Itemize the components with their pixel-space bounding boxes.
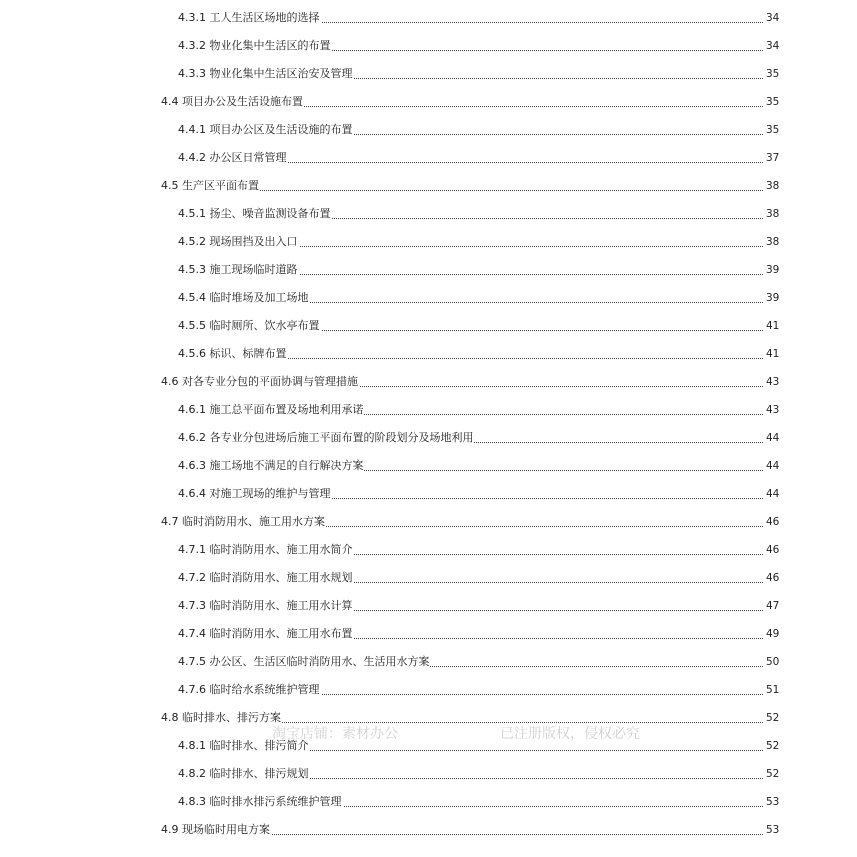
toc-entry[interactable] xyxy=(0,765,857,783)
toc-entry[interactable] xyxy=(0,569,857,587)
toc-entry[interactable] xyxy=(0,121,857,139)
toc-entry[interactable] xyxy=(0,149,857,167)
toc-entry-page: 35 xyxy=(766,68,780,80)
toc-entry-page: 34 xyxy=(766,40,780,52)
toc-entry-title: 4.8.3 临时排水排污系统维护管理 xyxy=(178,793,343,811)
toc-entry-title: 4.3.2 物业化集中生活区的布置 xyxy=(178,37,332,55)
toc-entry[interactable] xyxy=(0,793,857,811)
toc-entry-page: 43 xyxy=(766,404,780,416)
toc-entry-title: 4.5 生产区平面布置 xyxy=(161,177,260,195)
toc-entry[interactable] xyxy=(0,289,857,307)
toc-entry-page: 53 xyxy=(766,824,780,836)
toc-entry-page: 44 xyxy=(766,460,780,472)
toc-entry-title: 4.8.1 临时排水、排污简介 xyxy=(178,737,310,755)
toc-entry-page: 37 xyxy=(766,152,780,164)
toc-entry[interactable] xyxy=(0,653,857,671)
toc-entry-title: 4.7.2 临时消防用水、施工用水规划 xyxy=(178,569,353,587)
toc-entry-title: 4.4.2 办公区日常管理 xyxy=(178,149,288,167)
toc-entry-page: 44 xyxy=(766,488,780,500)
toc-entry[interactable] xyxy=(0,709,857,727)
toc-entry-title: 4.6.2 各专业分包进场后施工平面布置的阶段划分及场地利用 xyxy=(178,429,474,447)
toc-entry-title: 4.5.6 标识、标牌布置 xyxy=(178,345,288,363)
toc-entry-title: 4.3.1 工人生活区场地的选择 xyxy=(178,9,321,27)
toc-entry-page: 50 xyxy=(766,656,780,668)
toc-entry-page: 52 xyxy=(766,768,780,780)
toc-entry-page: 39 xyxy=(766,264,780,276)
toc-entry[interactable] xyxy=(0,625,857,643)
toc-entry-page: 43 xyxy=(766,376,780,388)
toc-entry-title: 4.9 现场临时用电方案 xyxy=(161,821,271,839)
toc-entry-title: 4.5.1 扬尘、噪音监测设备布置 xyxy=(178,205,332,223)
toc-entry-page: 47 xyxy=(766,600,780,612)
toc-entry-page: 41 xyxy=(766,348,780,360)
toc-entry-title: 4.7.6 临时给水系统维护管理 xyxy=(178,681,321,699)
toc-entry-page: 52 xyxy=(766,712,780,724)
toc-entry-title: 4.8.2 临时排水、排污规划 xyxy=(178,765,310,783)
toc-entry[interactable] xyxy=(0,233,857,251)
toc-entry[interactable] xyxy=(0,93,857,111)
toc-entry[interactable] xyxy=(0,261,857,279)
toc-entry-title: 4.7.3 临时消防用水、施工用水计算 xyxy=(178,597,353,615)
toc-entry-title: 4.6.3 施工场地不满足的自行解决方案 xyxy=(178,457,364,475)
toc-entry[interactable] xyxy=(0,345,857,363)
toc-entry-page: 38 xyxy=(766,180,780,192)
toc-entry-title: 4.5.3 施工现场临时道路 xyxy=(178,261,299,279)
watermark-rights: 已注册版权，侵权必究 xyxy=(500,726,640,742)
toc-entry[interactable] xyxy=(0,317,857,335)
toc-entry-title: 4.5.4 临时堆场及加工场地 xyxy=(178,289,310,307)
toc-entry-title: 4.7.5 办公区、生活区临时消防用水、生活用水方案 xyxy=(178,653,430,671)
toc-entry-page: 34 xyxy=(766,12,780,24)
toc-entry[interactable] xyxy=(0,821,857,839)
toc-entry-page: 53 xyxy=(766,796,780,808)
toc-entry[interactable] xyxy=(0,681,857,699)
toc-entry[interactable] xyxy=(0,177,857,195)
toc-entry[interactable] xyxy=(0,485,857,503)
toc-entry-title: 4.4.1 项目办公区及生活设施的布置 xyxy=(178,121,353,139)
toc-entry-page: 51 xyxy=(766,684,780,696)
toc-entry-page: 46 xyxy=(766,544,780,556)
toc-entry-title: 4.6.1 施工总平面布置及场地利用承诺 xyxy=(178,401,364,419)
toc-entry[interactable] xyxy=(0,541,857,559)
toc-entry-page: 46 xyxy=(766,572,780,584)
toc-entry-title: 4.5.5 临时厕所、饮水亭布置 xyxy=(178,317,321,335)
toc-entry[interactable] xyxy=(0,401,857,419)
toc-entry[interactable] xyxy=(0,9,857,27)
toc-entry-page: 39 xyxy=(766,292,780,304)
toc-entry[interactable] xyxy=(0,457,857,475)
watermark-shop: 淘宝店铺：素材办公 xyxy=(272,726,398,742)
toc-entry[interactable] xyxy=(0,205,857,223)
toc-entry-page: 38 xyxy=(766,208,780,220)
toc-entry-title: 4.7.4 临时消防用水、施工用水布置 xyxy=(178,625,353,643)
toc-entry[interactable] xyxy=(0,737,857,755)
toc-entry[interactable] xyxy=(0,373,857,391)
toc-entry-page: 35 xyxy=(766,96,780,108)
toc-entry[interactable] xyxy=(0,429,857,447)
toc-entry-title: 4.3.3 物业化集中生活区治安及管理 xyxy=(178,65,353,83)
toc-entry[interactable] xyxy=(0,65,857,83)
toc-entry-page: 41 xyxy=(766,320,780,332)
toc-entry-title: 4.8 临时排水、排污方案 xyxy=(161,709,282,727)
toc-entry-title: 4.4 项目办公及生活设施布置 xyxy=(161,93,304,111)
toc-entry[interactable] xyxy=(0,513,857,531)
toc-entry[interactable] xyxy=(0,37,857,55)
toc-entry[interactable] xyxy=(0,597,857,615)
toc-entry-page: 38 xyxy=(766,236,780,248)
toc-entry-page: 49 xyxy=(766,628,780,640)
toc-entry-page: 52 xyxy=(766,740,780,752)
toc-entry-page: 44 xyxy=(766,432,780,444)
toc-entry-title: 4.5.2 现场围挡及出入口 xyxy=(178,233,299,251)
toc-entry-title: 4.6.4 对施工现场的维护与管理 xyxy=(178,485,332,503)
toc-entry-title: 4.7 临时消防用水、施工用水方案 xyxy=(161,513,326,531)
toc-entry-title: 4.7.1 临时消防用水、施工用水简介 xyxy=(178,541,353,559)
toc-entry-page: 35 xyxy=(766,124,780,136)
toc-entry-title: 4.6 对各专业分包的平面协调与管理措施 xyxy=(161,373,359,391)
toc-entry-page: 46 xyxy=(766,516,780,528)
